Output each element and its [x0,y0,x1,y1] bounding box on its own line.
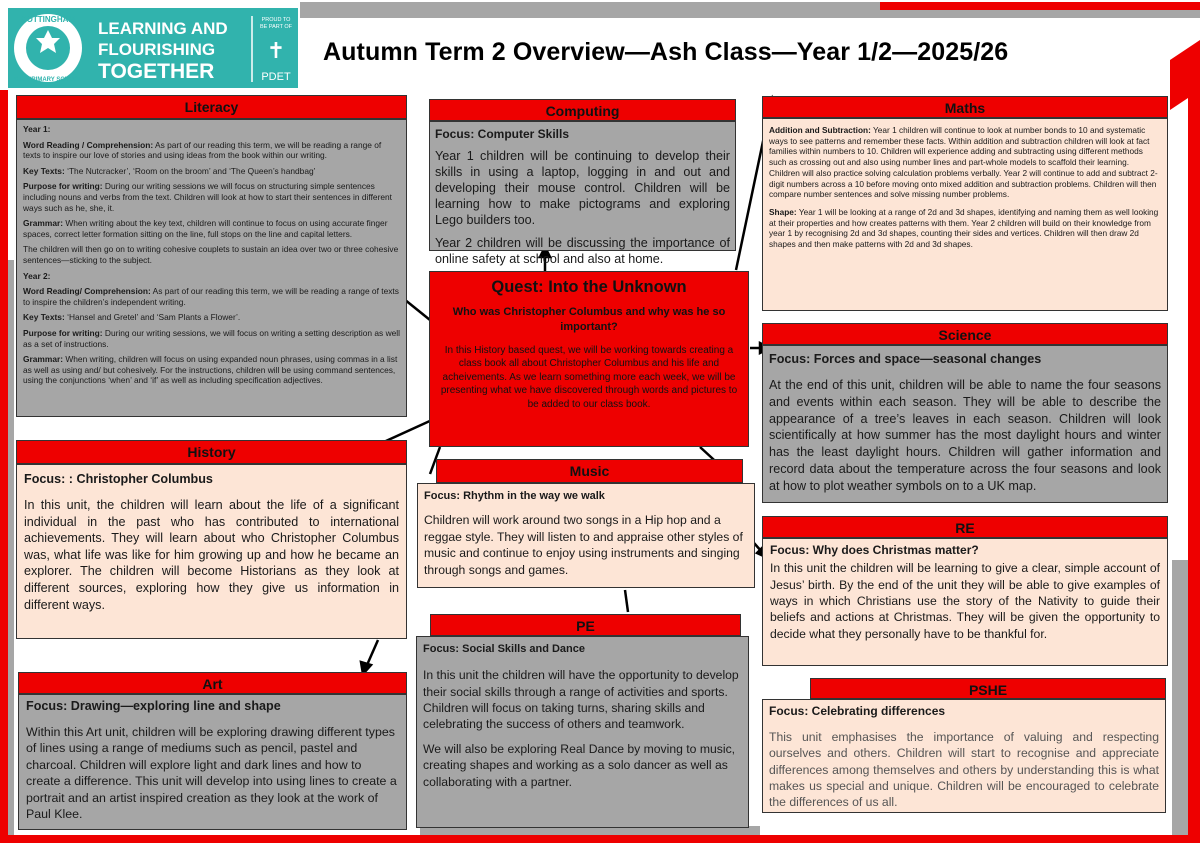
re-heading: RE [762,516,1168,538]
literacy-year1-label: Year 1: [23,124,51,134]
history-heading: History [16,440,407,464]
music-panel [417,483,755,588]
maths-heading: Maths [762,96,1168,118]
literacy-y1-extra: The children will then go on to writing cohesive couplets to sustain an idea over two or three cohesive sentences—sticking to the subject. [23,244,399,265]
science-panel [762,345,1168,503]
trust-text-2: BE PART OF [259,24,293,30]
quest-panel [429,271,749,447]
frame-right-grey [1172,560,1188,843]
frame-right-red [1188,70,1200,843]
quest-text: In this History based quest, we will be working towards creating a class book all about Christopher Columbus and his life and acheivements. As we learn something more each week, we will be presenting what we have discovered through words and pictures to be added to our class book. [440,345,738,410]
science-text: At the end of this unit, children will be able to name the four seasons and events within each season. They will be able to describe the appearance of a tree’s leaves in each season. Children will look scientifically at how summer has the most daylight hours and winter has the least daylight hours. Children will gather information and record data about the temperature across the four seasons and look at how to plot weather symbols on to a UK map. [769,378,1161,493]
school-logo [8,8,298,88]
literacy-y1-key-texts: Key Texts: ‘The Nutcracker’, ‘Room on the broom’ and ‘The Queen’s handbag’ [23,165,316,176]
maths-shape: Shape: Year 1 will be looking at a range of 2d and 3d shapes, identifying and naming them as well looking at their properties and how creates patterns with them. Year 2 children will build on their knowledge from year 1 by recognising 2d and 3d shapes, counting their sides and vertices. Children will then draw 2d shapes and then make patterns with 2d and 3d shapes. [769,206,1159,250]
pe-focus: Focus: Social Skills and Dance [423,643,585,655]
re-panel [762,538,1168,666]
frame-bottom-red [0,835,1200,843]
trust-glyph-icon: ✝ [266,38,286,63]
maths-panel [762,118,1168,311]
literacy-heading: Literacy [16,95,407,119]
re-focus: Focus: Why does Christmas matter? [770,543,979,557]
science-heading: Science [762,323,1168,345]
computing-panel [429,121,736,266]
literacy-panel [16,119,407,417]
literacy-y2-purpose: Purpose for writing: During our writing sessions, we will focus on writing a setting description as well as a set of instructions. [23,327,401,349]
maths-addition-subtraction: Addition and Subtraction: Year 1 children will continue to look at number bonds to 10 and systematic ways to see patterns and remember these facts. Within addition and subtraction children will look at fact families within numbers to 10. Children will experience adding and subtracting using different methods such as crossing out and also using number lines and part-whole models to scaffold their learning. Children will also practice solving calculation problems verbally. Year 2 will continue to add and subtract 2-digit numbers across a 10 before moving onto mixed addition and subtraction problems. Children will then compare number sentences and solve missing number problems. [769,125,1158,200]
arrow-to-art [367,640,378,665]
pe-heading: PE [430,614,741,636]
computing-focus: Focus: Computer Skills [435,127,570,141]
trust-text-1: PROUD TO [261,17,291,23]
trust-name: PDET [261,71,291,83]
school-ring-bottom-text: C.E. PRIMARY SCHOOL [13,77,83,83]
tagline-line-1: LEARNING AND [98,19,228,38]
computing-heading: Computing [429,99,736,121]
tagline-line-2: FLOURISHING [98,40,216,59]
music-heading: Music [436,459,743,483]
music-focus: Focus: Rhythm in the way we walk [424,490,605,502]
frame-top-red-accent [880,2,1200,10]
pe-text-1: In this unit the children will have the opportunity to develop their social skills through a range of activities and sports. Children will focus on taking turns, sharing skills and celebrating the success of others and teamwork. [423,668,739,732]
arrow-to-pe [625,590,628,612]
pe-text-2: We will also be exploring Real Dance by moving to music, creating shapes and working as a solo dancer as well as collaborating with a partner. [423,741,736,789]
art-focus: Focus: Drawing—exploring line and shape [26,699,281,713]
logo-graphic [8,8,298,88]
literacy-y1-grammar: Grammar: When writing about the key text, children will continue to focus on using accurate finger spaces, correct letter formation sitting on the line, full stops on the line and capital letters. [23,218,388,239]
pe-panel [416,636,749,828]
page-title: Autumn Term 2 Overview—Ash Class—Year 1/2—2025/26 [323,38,1009,66]
literacy-y2-key-texts: Key Texts: ‘Hansel and Gretel’ and ‘Sam Plants a Flower’. [23,312,241,323]
re-text: In this unit the children will be learning to give a clear, simple account of Jesus’ birth. By the end of the unit they will be able to give examples of ways in which Christians use the story of the Nativity to guide their beliefs and actions at Christmas. They will be given the opportunity to decide what they personally have to be thankful for. [770,561,1160,641]
literacy-year2-label: Year 2: [23,270,51,281]
quest-question: Who was Christopher Columbus and why was he so important? [452,306,726,333]
pshe-panel [762,699,1166,813]
literacy-y1-purpose: Purpose for writing: During our writing sessions we will focus on structuring simple sentences including nouns and verbs from the text. Children will look at how to start their sentences in different ways such as he, she, it. [23,181,393,213]
literacy-y2-grammar: Grammar: When writing, children will focus on using expanded noun phrases, using commas in a list as well as using and/ but cohesively. For the instructions, children will be using command sentences, using the conjunctions ‘when’ and ‘if’ as well as including specification adjectives. [23,354,398,386]
pshe-focus: Focus: Celebrating differences [769,704,946,718]
school-ring-top-text: COTTINGHAM [20,15,76,24]
frame-left-red [0,90,8,843]
pshe-text: This unit emphasises the importance of valuing and respecting ourselves and others. Children will start to recognise and appreciate differences among themselves and others by understanding this is what makes us special and unique. Children will be encouraged to celebrate the differences of us all. [769,730,1159,810]
science-focus: Focus: Forces and space—seasonal changes [769,352,1042,366]
history-panel [16,464,407,639]
computing-text-1: Year 1 children will be continuing to develop their skills in using a laptop, logging in and out and developing their mouse control. Children will be learning how to make pictograms and exploring Lego builders too. [435,149,730,227]
quest-heading: Quest: Into the Unknown [491,278,687,296]
literacy-y1-word-reading: Word Reading / Comprehension: As part of our reading this term, we will be reading a range of texts to inspire our love of stories and using ideas from the book within our writing. [23,139,382,161]
frame-left-grey [8,260,14,843]
literacy-y2-word-reading: Word Reading/ Comprehension: As part of our reading this term, we will be reading a range of texts to inspire the children’s independent writing. [23,286,399,307]
tagline-line-3: TOGETHER [98,60,215,83]
art-heading: Art [18,672,407,694]
art-panel [18,694,407,830]
computing-text-2: Year 2 children will be discussing the importance of online safety at school and also at home. [435,236,730,266]
art-text: Within this Art unit, children will be exploring drawing different types of lines using a range of mediums such as pencil, pastel and charcoal. Children will explore light and dark lines and how to create a difference. This unit will develop into using lines to create a portrait and an artist inspired creation as they look at the work of Paul Klee. [26,725,397,822]
music-text: Children will work around two songs in a Hip hop and a reggae style. They will listen to and appraise other styles of music and continue to enjoy using instruments and singing through songs and games. [424,513,743,577]
pshe-heading: PSHE [810,678,1166,699]
history-text: In this unit, the children will learn about the life of a significant individual in the past who has contributed to international achievements. They will learn about who Christopher Columbus was, what life was like for him growing up and how he became an explorer. The children will become Historians as they look at different sources, exploring how they give us information in different ways. [24,498,399,612]
history-focus: Focus: : Christopher Columbus [24,472,213,486]
